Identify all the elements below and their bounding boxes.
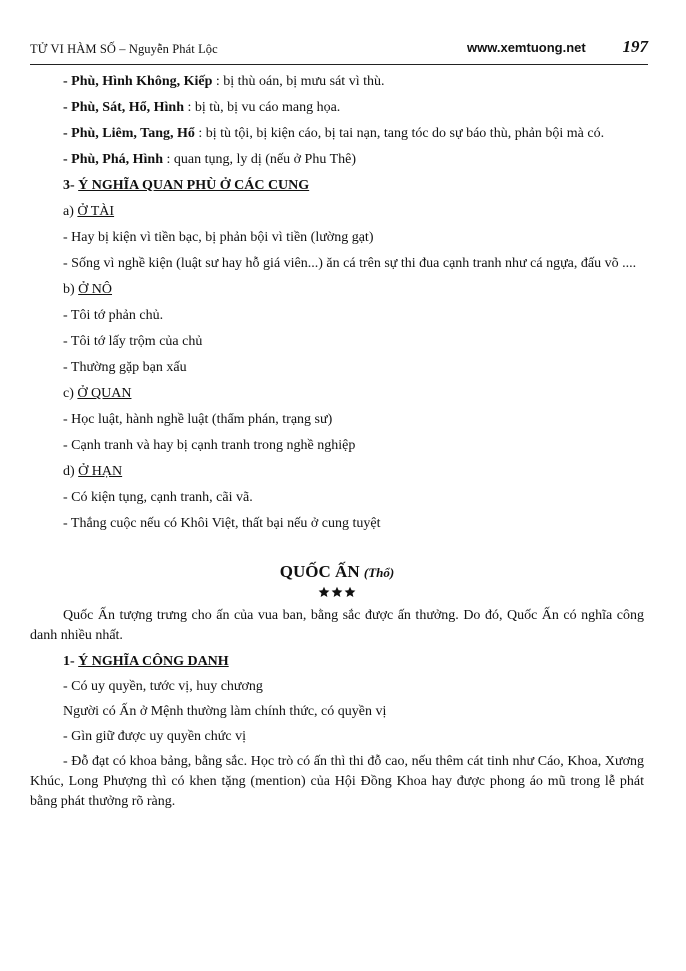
list-item: - Thường gặp bạn xấu (63, 360, 187, 375)
list-item: - Có kiện tụng, cạnh tranh, cãi vã. (63, 490, 253, 505)
star-icon (318, 586, 330, 598)
section-heading-1: 1- Ý NGHĨA CÔNG DANH (63, 654, 229, 669)
intro-paragraph: Quốc Ấn tượng trưng cho ấn của vua ban, bằng sắc được ấn thưởng. Do đó, Quốc Ấn có nghĩa công danh nhiều nhất. (30, 608, 644, 643)
combo-line: - Phù, Hình Không, Kiếp : bị thù oán, bị mưu sát vì thù. (63, 74, 385, 89)
list-item: - Tôi tớ phản chủ. (63, 308, 164, 323)
list-item: - Có uy quyền, tước vị, huy chương (63, 679, 263, 694)
list-item: - Sống vì nghề kiện (luật sư hay hỗ giá viên...) ăn cá trên sự thi đua cạnh tranh như cá ngựa, đấu võ .... (63, 256, 637, 271)
section-heading-3: 3- Ý NGHĨA QUAN PHÙ Ở CÁC CUNG (63, 178, 310, 193)
combo-line: - Phù, Sát, Hổ, Hình : bị tù, bị vu cáo mang họa. (63, 100, 341, 115)
header-website[interactable]: www.xemtuong.net (467, 40, 586, 55)
header-book-title: TỬ VI HÀM SỐ – Nguyễn Phát Lộc (30, 42, 218, 56)
list-item: - Thắng cuộc nếu có Khôi Việt, thất bại nếu ở cung tuyệt (63, 516, 381, 531)
list-item: - Hay bị kiện vì tiền bạc, bị phản bội vì tiền (lường gạt) (63, 230, 374, 245)
subheading-d: d) Ở HẠN (63, 464, 123, 479)
list-item: - Gìn giữ được uy quyền chức vị (63, 729, 246, 744)
star-icon (344, 586, 356, 598)
star-title: QUỐC ẤN (Thổ) (279, 562, 395, 581)
subheading-a: a) Ở TÀI (63, 204, 115, 219)
list-item: Người có Ấn ở Mệnh thường làm chính thức, có quyền vị (63, 704, 387, 719)
list-item: - Đỗ đạt có khoa bảng, bằng sắc. Học trò có ấn thì thi đỗ cao, nếu thêm cát tinh như Cáo, Khoa, Xương Khúc, Long Phượng thì có khen tặng (mention) của Hội Đồng Khoa hay được phong áo mũ trong lễ phát bằng phát thưởng rõ ràng. (30, 754, 644, 809)
page-number: 197 (622, 37, 648, 56)
combo-line: - Phù, Phá, Hình : quan tụng, ly dị (nếu ở Phu Thê) (63, 152, 356, 167)
combo-line: - Phù, Liêm, Tang, Hổ : bị tù tội, bị kiện cáo, bị tai nạn, tang tóc do sự báo thù, phản bội mà có. (63, 126, 605, 141)
subheading-c: c) Ở QUAN (63, 386, 132, 401)
page-body (30, 72, 644, 812)
list-item: - Cạnh tranh và hay bị cạnh tranh trong nghề nghiệp (63, 438, 356, 453)
star-title-block (30, 562, 644, 601)
rating-stars (30, 583, 644, 601)
list-item: - Tôi tớ lấy trộm của chủ (63, 334, 203, 349)
star-icon (331, 586, 343, 598)
page-header (30, 36, 648, 65)
subheading-b: b) Ở NÔ (63, 282, 113, 297)
list-item: - Học luật, hành nghề luật (thẩm phán, trạng sư) (63, 412, 333, 427)
